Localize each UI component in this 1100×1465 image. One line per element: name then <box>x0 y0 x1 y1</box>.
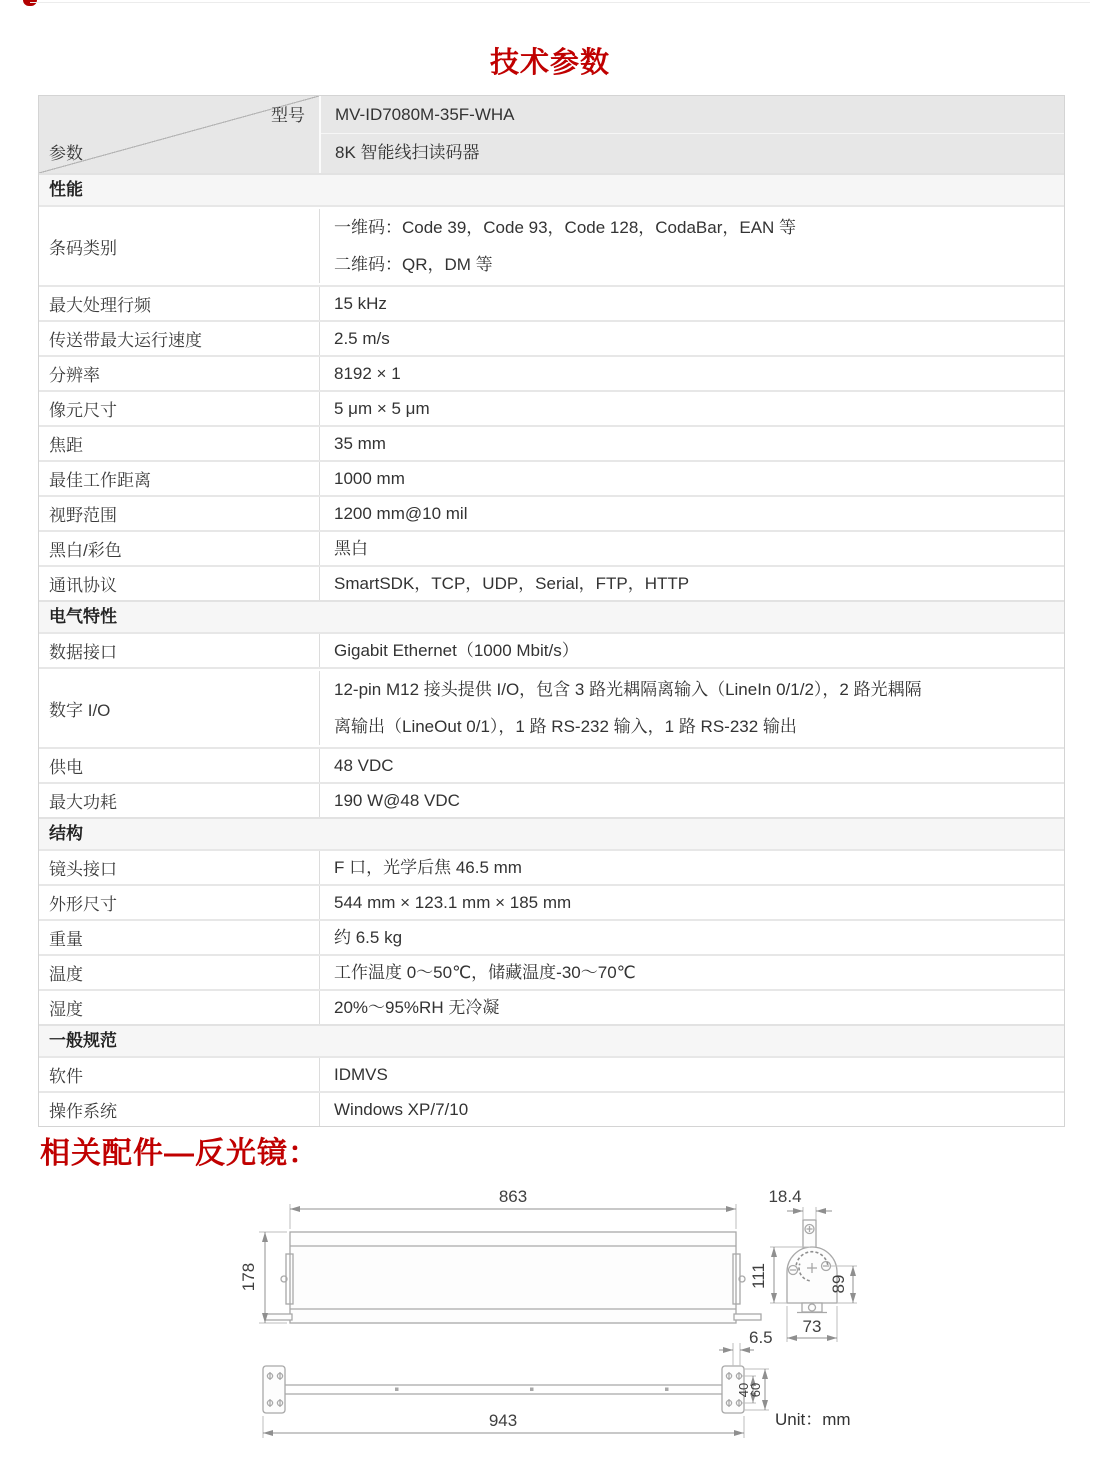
row-value: 工作温度 0～50℃，储藏温度-30～70℃ <box>334 963 636 982</box>
row-value: 8192 × 1 <box>334 364 401 383</box>
row-label: 软件 <box>39 1058 320 1091</box>
table-row <box>39 989 1064 1024</box>
row-value: 35 mm <box>334 434 386 453</box>
section-title: 一般规范 <box>39 1024 1064 1056</box>
row-value: 黑白 <box>334 539 368 558</box>
table-row <box>39 919 1064 954</box>
table-row <box>39 205 1064 285</box>
row-label: 焦距 <box>39 427 320 460</box>
row-label: 条码类别 <box>39 209 320 283</box>
accessory-heading: 相关配件—反光镜： <box>40 1137 319 1170</box>
row-label: 外形尺寸 <box>39 886 320 919</box>
spec-table-header <box>39 96 1064 173</box>
param-label: 参数 <box>49 144 83 163</box>
dim-side-body-width: 73 <box>802 1317 822 1336</box>
row-label: 数据接口 <box>39 634 320 667</box>
row-value: 12-pin M12 接头提供 I/O，包含 3 路光耦隔离输入（LineIn 0/1/2），2 路光耦隔 离输出（LineOut 0/1），1 路 RS-232 输入，1 路 RS-232 输出 <box>334 680 922 736</box>
table-row <box>39 565 1064 600</box>
row-value: 1200 mm@10 mil <box>334 504 468 523</box>
side-view <box>749 1187 857 1342</box>
table-row <box>39 320 1064 355</box>
table-row <box>39 632 1064 667</box>
row-label: 传送带最大运行速度 <box>39 322 320 355</box>
row-label: 镜头接口 <box>39 851 320 884</box>
row-label: 数字 I/O <box>39 671 320 745</box>
table-row <box>39 884 1064 919</box>
section-title: 结构 <box>39 817 1064 849</box>
dim-bottom-length: 943 <box>488 1411 518 1430</box>
table-row <box>39 355 1064 390</box>
row-label: 黑白/彩色 <box>39 532 320 565</box>
table-row <box>39 495 1064 530</box>
row-value: 48 VDC <box>334 756 394 775</box>
row-value: 约 6.5 kg <box>334 928 403 947</box>
table-row <box>39 425 1064 460</box>
table-row <box>39 849 1064 884</box>
row-value: 15 kHz <box>334 294 387 313</box>
bottom-view <box>263 1328 851 1438</box>
spec-table <box>38 95 1065 1127</box>
row-label: 操作系统 <box>39 1093 320 1126</box>
spec-table-body <box>39 173 1064 1126</box>
row-value: Gigabit Ethernet（1000 Mbit/s） <box>334 641 579 660</box>
table-row <box>39 954 1064 989</box>
table-row <box>39 1056 1064 1091</box>
section-title: 性能 <box>39 173 1064 205</box>
section-title: 电气特性 <box>39 600 1064 632</box>
table-row <box>39 285 1064 320</box>
table-row <box>39 460 1064 495</box>
row-label: 通讯协议 <box>39 567 320 600</box>
header-diagonal-cell <box>39 96 319 173</box>
row-label: 最大处理行频 <box>39 287 320 320</box>
table-row <box>39 530 1064 565</box>
model-label: 型号 <box>271 106 305 125</box>
row-value: 一维码：Code 39，Code 93，Code 128，CodaBar，EAN 等 二维码：QR，DM 等 <box>334 218 797 274</box>
unit-label: Unit：mm <box>775 1410 851 1429</box>
row-value: 544 mm × 123.1 mm × 185 mm <box>334 893 572 912</box>
row-value: 190 W@48 VDC <box>334 791 460 810</box>
row-label: 分辨率 <box>39 357 320 390</box>
row-label: 供电 <box>39 749 320 782</box>
front-view <box>239 1187 761 1323</box>
row-label: 温度 <box>39 956 320 989</box>
row-label: 最大功耗 <box>39 784 320 817</box>
dim-bottom-edge-offset: 6.5 <box>749 1328 773 1347</box>
dim-bottom-plate-height: 60 <box>748 1382 763 1398</box>
row-value: 20%～95%RH 无冷凝 <box>334 998 500 1017</box>
row-value: 5 μm × 5 μm <box>334 399 430 418</box>
row-value: Windows XP/7/10 <box>334 1100 469 1119</box>
model-value: MV-ID7080M-35F-WHA <box>321 96 1064 134</box>
table-row <box>39 747 1064 782</box>
page-title: 技术参数 <box>489 47 610 79</box>
row-label: 像元尺寸 <box>39 392 320 425</box>
top-divider <box>30 2 1090 3</box>
dim-front-height: 178 <box>239 1262 258 1292</box>
reflector-dimension-drawing <box>225 1180 905 1460</box>
table-row <box>39 667 1064 747</box>
top-red-accent <box>23 0 37 6</box>
dim-front-width: 863 <box>498 1187 528 1206</box>
table-row <box>39 782 1064 817</box>
dim-side-body-height: 89 <box>829 1274 848 1294</box>
row-value: SmartSDK，TCP，UDP，Serial，FTP，HTTP <box>334 574 690 593</box>
row-value: 1000 mm <box>334 469 405 488</box>
dim-bottom-hole-span: 40 <box>736 1382 751 1398</box>
dim-side-total-height: 111 <box>749 1263 768 1289</box>
row-label: 重量 <box>39 921 320 954</box>
param-value: 8K 智能线扫读码器 <box>335 143 480 162</box>
dim-side-tab-width: 18.4 <box>768 1187 802 1206</box>
row-value: F 口，光学后焦 46.5 mm <box>334 858 522 877</box>
row-label: 湿度 <box>39 991 320 1024</box>
table-row <box>39 1091 1064 1126</box>
row-value: 2.5 m/s <box>334 329 390 348</box>
table-row <box>39 390 1064 425</box>
header-value-cell <box>319 96 1064 173</box>
row-value: IDMVS <box>334 1065 388 1084</box>
row-label: 视野范围 <box>39 497 320 530</box>
row-label: 最佳工作距离 <box>39 462 320 495</box>
